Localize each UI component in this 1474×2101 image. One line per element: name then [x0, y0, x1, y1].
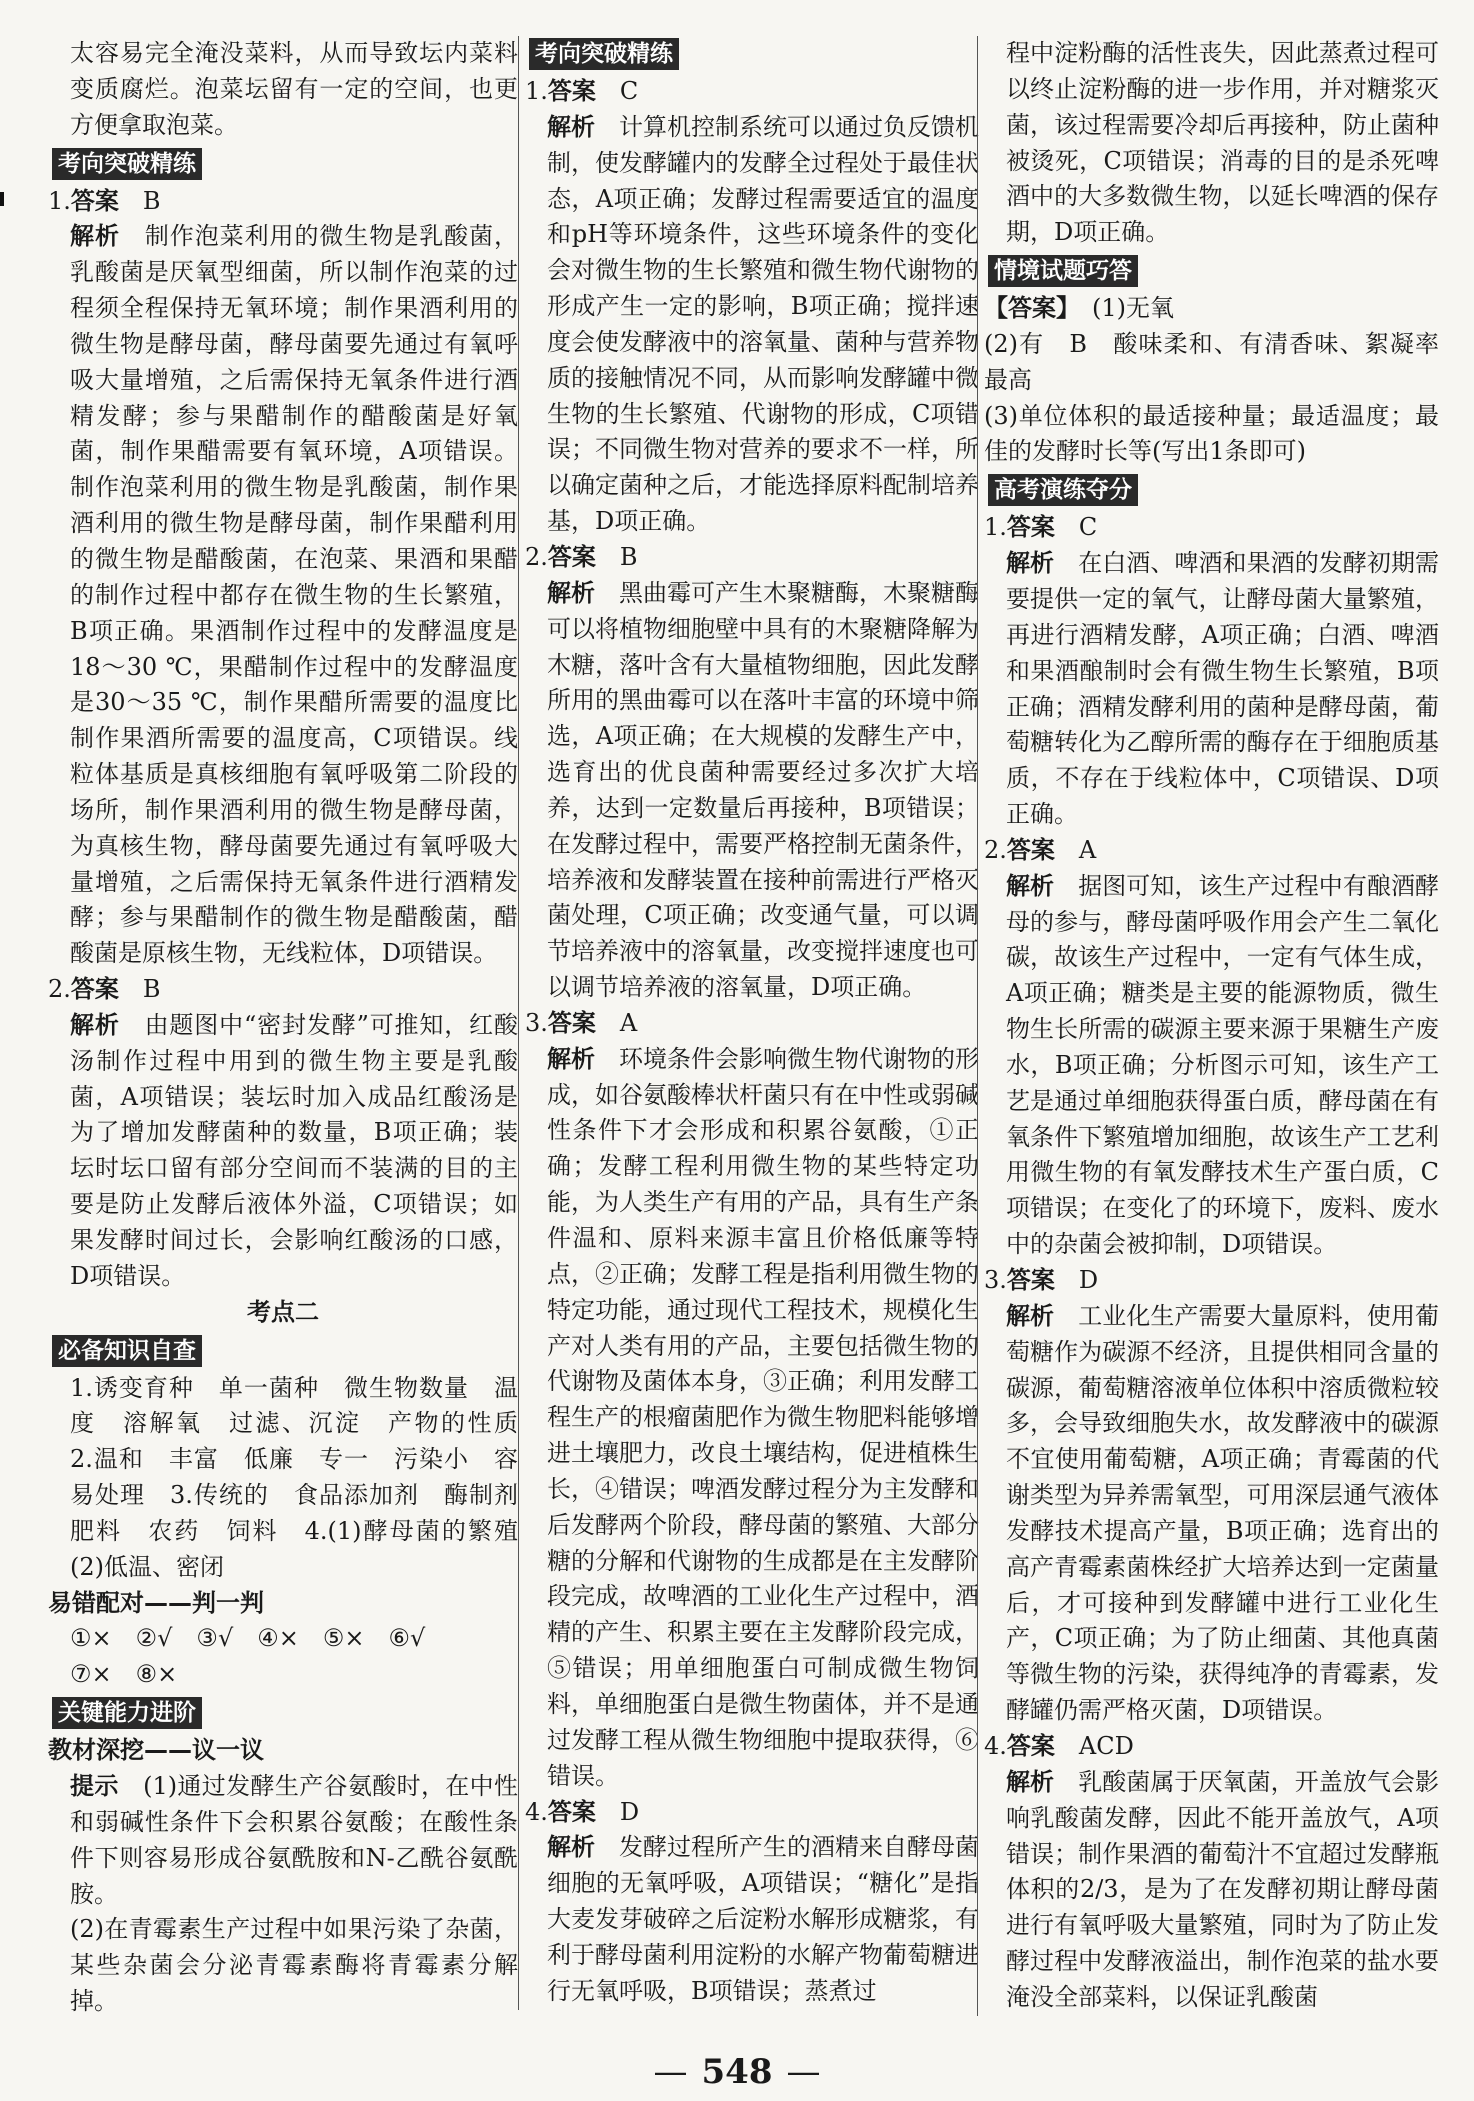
column-right [977, 36, 1439, 2016]
question-answer: 2.答案 B [48, 975, 161, 1004]
explanation: 解析 环境条件会影响微生物代谢物的形成，如谷氨酸棒状杆菌只有在中性或弱碱性条件下才会形成和积累谷氨酸，①正确；发酵工程利用微生物的某些特定功能，为人类生产有用的产品，具有生产条件温和、原料来源丰富且价格低廉等特点，②正确；发酵工程是指利用微生物的特定功能，通过现代工程技术，规模化生产对人类有用的产品，主要包括微生物的代谢物及菌体本身，③正确；利用发酵工程生产的根瘤菌肥作为微生物肥料能够增进土壤肥力，改良土壤结构，促进植株生长，④错误；啤酒发酵过程分为主发酵和后发酵两个阶段，酵母菌的繁殖、大部分糖的分解和代谢物的生成都是在主发酵阶段完成，故啤酒的工业化生产过程中，酒精的产生、积累主要在主发酵阶段完成，⑤错误；用单细胞蛋白可制成微生物饲料，单细胞蛋白是微生物菌体，并不是通过发酵工程从微生物细胞中提取获得，⑥错误。 [547, 1044, 979, 1790]
margin-marker [0, 192, 4, 206]
explanation: 解析 计算机控制系统可以通过负反馈机制，使发酵罐内的发酵全过程处于最佳状态，A项正确；发酵过程需要适宜的温度和pH等环境条件，这些环境条件的变化会对微生物的生长繁殖和微生物代谢物的形成产生一定的影响，B项正确；搅拌速度会使发酵液中的溶氧量、菌种与营养物质的接触情况不同，从而影响发酵罐中微生物的生长繁殖、代谢物的形成，C项错误；不同微生物对营养的要求不一样，所以确定菌种之后，才能选择原料配制培养基，D项正确。 [547, 112, 979, 536]
explanation: 解析 由题图中“密封发酵”可推知，红酸汤制作过程中用到的微生物主要是乳酸菌，A项错误；装坛时加入成品红酸汤是为了增加发酵菌种的数量，B项正确；装坛时坛口留有部分空间而不装满的目的主要是防止发酵后液体外溢，C项错误；如果发酵时间过长，会影响红酸汤的口感，D项错误。 [70, 1010, 518, 1290]
page-number: — 548 — [653, 2052, 821, 2092]
jiaocai-title: 教材深挖——议一议 [48, 1736, 264, 1765]
section-header: 情境试题巧答 [988, 255, 1138, 287]
question-answer: 3.答案 D [984, 1266, 1099, 1294]
qingjing-answer-3: (3)单位体积的最适接种量；最适温度；最佳的发酵时长等(写出1条即可) [984, 401, 1439, 466]
column-left [48, 36, 542, 2020]
question-answer: 4.答案 ACD [984, 1731, 1134, 1760]
question-answer: 2.答案 B [525, 542, 638, 571]
question-answer: 1.答案 C [984, 513, 1098, 542]
explanation: 解析 制作泡菜利用的微生物是乳酸菌，乳酸菌是厌氧型细菌，所以制作泡菜的过程须全程保持无氧环境；制作果酒利用的微生物是酵母菌，酵母菌要先通过有氧呼吸大量增殖，之后需保持无氧条件进行酒精发酵；参与果醋制作的醋酸菌是好氧菌，制作果醋需要有氧环境，A项错误。制作泡菜利用的微生物是乳酸菌，制作果酒利用的微生物是酵母菌，制作果醋利用的微生物是醋酸菌，在泡菜、果酒和果醋的制作过程中都存在微生物的生长繁殖，B项正确。果酒制作过程中的发酵温度是18～30 ℃，果醋制作过程中的发酵温度是30～35 ℃，制作果醋所需要的温度比制作果酒所需要的温度高，C项错误。线粒体基质是真核细胞有氧呼吸第二阶段的场所，制作果酒利用的微生物是酵母菌，为真核生物，酵母菌要先通过有氧呼吸大量增殖，之后需保持无氧条件进行酒精发酵；参与果醋制作的微生物是醋酸菌，醋酸菌是原核生物，无线粒体，D项错误。 [70, 222, 519, 968]
question-answer: 4.答案 D [525, 1797, 640, 1826]
question-answer: 1.答案 B [48, 186, 161, 215]
question-answer: 1.答案 C [525, 77, 639, 105]
explanation: 解析 工业化生产需要大量原料，使用葡萄糖作为碳源不经济，且提供相同含量的碳源，葡萄糖溶液单位体积中溶质微粒较多，会导致细胞失水，故发酵液中的碳源不宜使用葡萄糖，A项正确；青霉菌的代谢类型为异养需氧型，可用深层通气液体发酵技术提高产量，B项正确；选育出的高产青霉素菌株经扩大培养达到一定菌量后，才可接种到发酵罐中进行工业化生产，C项正确；为了防止细菌、其他真菌等微生物的污染，获得纯净的青霉素，发酵罐仍需严格灭菌，D项错误。 [1006, 1301, 1440, 1725]
explanation: 解析 发酵过程所产生的酒精来自酵母菌细胞的无氧呼吸，A项错误；“糖化”是指大麦发芽破碎之后淀粉水解形成糖浆，有利于酵母菌利用淀粉的水解产物葡萄糖进行无氧呼吸，B项错误；蒸煮过 [547, 1833, 979, 2005]
section-header: 考向突破精练 [529, 38, 679, 70]
tishi-2: (2)在青霉素生产过程中如果污染了杂菌，某些杂菌会分泌青霉素酶将青霉素分解掉。 [70, 1915, 518, 2016]
yicuo-line: ⑦× ⑧× [70, 1660, 178, 1689]
qingjing-answer-2: (2)有 B 酸味柔和、有清香味、絮凝率最高 [984, 329, 1439, 394]
explanation: 解析 乳酸菌属于厌氧菌，开盖放气会影响乳酸菌发酵，因此不能开盖放气，A项错误；制作果酒的葡萄汁不宜超过发酵瓶体积的2/3，是为了在发酵初期让酵母菌进行有氧呼吸大量繁殖，同时为了防止发酵过程中发酵液溢出，制作泡菜的盐水要淹没全部菜料，以保证乳酸菌 [1006, 1767, 1440, 2011]
explanation: 解析 在白酒、啤酒和果酒的发酵初期需要提供一定的氧气，让酵母菌大量繁殖，再进行酒精发酵，A项正确；白酒、啤酒和果酒酿制时会有微生物生长繁殖，B项正确；酒精发酵利用的菌种是酵母菌，葡萄糖转化为乙醇所需的酶存在于细胞质基质，不存在于线粒体中，C项错误、D项正确。 [1006, 549, 1440, 829]
paragraph: 程中淀粉酶的活性丧失，因此蒸煮过程可以终止淀粉酶的进一步作用，并对糖浆灭菌，该过程需要冷却后再接种，防止菌种被烫死，C项错误；消毒的目的是杀死啤酒中的大多数微生物，以延长啤酒的保存期，D项正确。 [1006, 39, 1439, 247]
explanation: 解析 据图可知，该生产过程中有酿酒酵母的参与，酵母菌呼吸作用会产生二氧化碳，故该生产过程中，一定有气体生成，A项正确；糖类是主要的能源物质，微生物生长所需的碳源主要来源于果糖生产废水，B项正确；分析图示可知，该生产工艺是通过单细胞获得蛋白质，酵母菌在有氧条件下繁殖增加细胞，故该生产工艺利用微生物的有氧发酵技术生产蛋白质，C项错误；在变化了的环境下，废料、废水中的杂菌会被抑制，D项错误。 [1006, 871, 1440, 1259]
column-middle [518, 36, 979, 2010]
yicuo-title: 易错配对——判一判 [48, 1588, 264, 1617]
yicuo-line: ①× ②√ ③√ ④× ⑤× ⑥√ [70, 1624, 426, 1653]
bibei-answers: 1.诱变育种 单一菌种 微生物数量 温度 溶解氧 过滤、沉淀 产物的性质 2.温和 丰富 低廉 专一 污染小 容易处理 3.传统的 食品添加剂 酶制剂 肥料 农药 饲料 4.(1)酵母菌的繁殖 (2)低温、密闭 [70, 1373, 542, 1581]
paragraph: 太容易完全淹没菜料，从而导致坛内菜料变质腐烂。泡菜坛留有一定的空间，也更方便拿取泡菜。 [70, 39, 518, 139]
kaodian-title: 考点二 [247, 1297, 319, 1326]
section-header: 高考演练夺分 [988, 474, 1138, 506]
qingjing-answer: 【答案】 (1)无氧 [984, 294, 1174, 323]
section-header: 考向突破精练 [52, 148, 202, 180]
explanation: 解析 黑曲霉可产生木聚糖酶，木聚糖酶可以将植物细胞壁中具有的木聚糖降解为木糖，落叶含有大量植物细胞，因此发酵所用的黑曲霉可以在落叶丰富的环境中筛选，A项正确；在大规模的发酵生产中，选育出的优良菌种需要经过多次扩大培养，达到一定数量后再接种，B项错误；在发酵过程中，需要严格控制无菌条件，培养液和发酵装置在接种前需进行严格灭菌处理，C项正确；改变通气量，可以调节培养液中的溶氧量，改变搅拌速度也可以调节培养液的溶氧量，D项正确。 [547, 578, 979, 1002]
section-header: 必备知识自查 [52, 1335, 202, 1367]
question-answer: 3.答案 A [525, 1008, 638, 1037]
tishi: 提示 (1)通过发酵生产谷氨酸时，在中性和弱碱性条件下会积累谷氨酸；在酸性条件下则容易形成谷氨酰胺和N-乙酰谷氨酰胺。 [70, 1771, 519, 1908]
question-answer: 2.答案 A [984, 835, 1097, 864]
section-header: 关键能力进阶 [52, 1697, 202, 1729]
